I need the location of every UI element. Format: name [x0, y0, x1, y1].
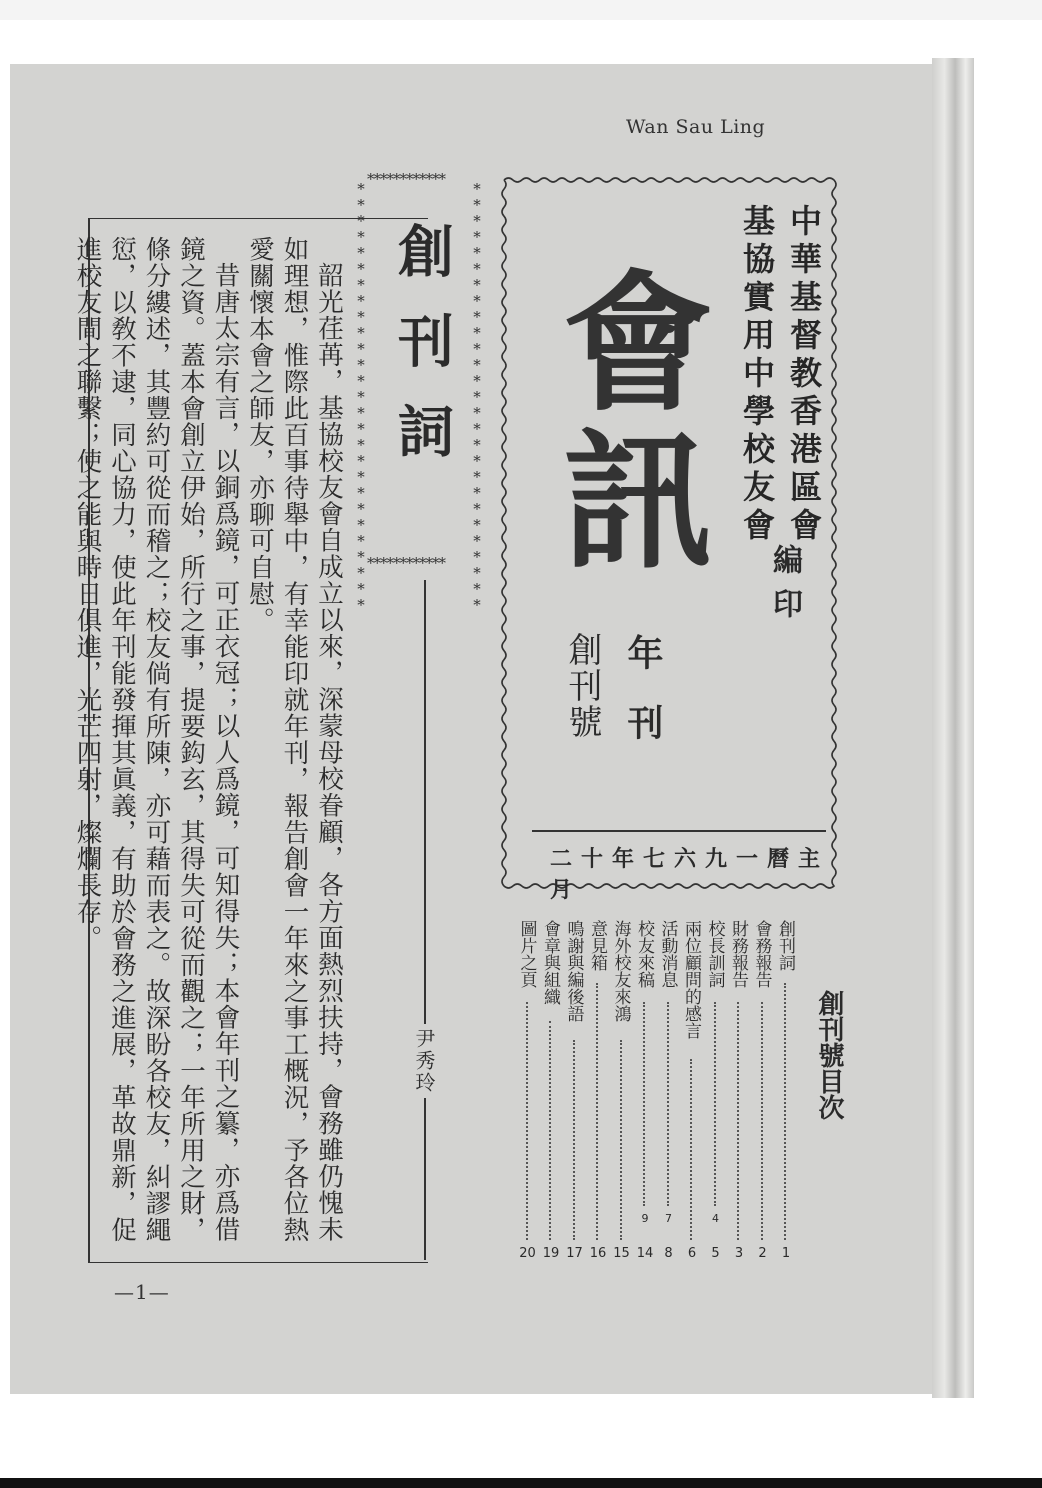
organization-line-2: 基協實用中學校友會 — [738, 204, 776, 546]
article-author: 尹秀玲 — [410, 1024, 439, 1098]
contents-leader-dots — [643, 1002, 645, 1206]
star-border-right: *************************** — [468, 180, 486, 612]
contents-leader-dots — [737, 1002, 739, 1240]
magazine-title: 會訊 — [537, 264, 713, 580]
contents-item — [540, 920, 562, 1268]
contents-item — [564, 920, 586, 1268]
contents-item — [728, 920, 750, 1268]
edited-printed-label: 編印 — [767, 544, 802, 632]
contents-item — [705, 920, 727, 1268]
contents-item-label: 意見箱 — [587, 920, 607, 971]
article-body — [70, 236, 346, 1246]
star-border-top: ************ — [367, 170, 445, 188]
contents-page-number: 14 — [636, 1246, 654, 1261]
contents-list — [505, 920, 805, 1270]
article-paragraph: 昔唐太宗有言，以銅爲鏡，可正衣冠；以人爲鏡，可知得失；本會年刊之纂，亦爲借鏡之資。蓋本會創立伊始，所行之事，提要鈎玄，其得失可從而觀之；一年所用之財，條分縷述，其豐約可從而稽之；校友倘有所陳，亦可藉而表之。故深盼各校友，糾謬繩愆，以敎不逮，同心協力，使此年刊能發揮其眞義，有助於會務之進展，革故鼎新，促進校友間之聯繫；使之能與時日俱進，光芒四射，燦爛長存。 — [72, 236, 241, 1243]
contents-item-label: 活動消息 — [657, 920, 678, 988]
header-name: Wan Sau Ling — [626, 116, 766, 138]
contents-leader-dots — [667, 1002, 669, 1206]
first-issue-label: 創刊號 — [562, 632, 602, 740]
contents-page-number: 20 — [519, 1246, 536, 1261]
contents-item-label: 兩位顧問的感言 — [681, 920, 701, 1039]
cover-rule — [532, 830, 826, 832]
contents-item — [634, 920, 656, 1268]
contents-page-number: 8 — [664, 1246, 673, 1261]
annual-label: 年刊 — [622, 634, 664, 774]
contents-page-number: 1 — [781, 1246, 791, 1261]
issue-date — [550, 842, 840, 904]
contents-page-number: 3 — [734, 1246, 744, 1261]
contents-leader-dots — [714, 1002, 716, 1206]
contents-item-label: 鳴謝與編後語 — [563, 920, 584, 1022]
contents-leader-dots — [620, 1040, 622, 1240]
star-border-left: *************************** — [352, 180, 370, 612]
scan-bottom-edge — [0, 1478, 1042, 1488]
article-paragraph: 韶光荏苒，基協校友會自成立以來，深蒙母校眷顧，各方面熱烈扶持，會務雖仍愧未如理想，惟際此百事待舉中，有幸能印就年刊，報告創會一年來之事工概況，予各位熱愛關懷本會之師友，亦聊可自慰。 — [245, 236, 344, 1243]
contents-page-number: 5 — [711, 1246, 720, 1261]
contents-page-number: 17 — [566, 1246, 583, 1261]
contents-item — [681, 920, 703, 1268]
contents-leader-dots — [573, 1040, 575, 1240]
contents-item — [658, 920, 680, 1268]
contents-page-number: 19 — [542, 1246, 560, 1261]
contents-page-number: 15 — [613, 1246, 630, 1261]
contents-page-number: 6 — [687, 1246, 697, 1261]
contents-item-label: 會務報告 — [751, 920, 772, 988]
contents-leader-dots — [690, 1059, 692, 1240]
contents-leader-dots — [549, 1021, 551, 1240]
contents-page-range-start: 7 — [665, 1212, 672, 1225]
author-divider — [424, 580, 426, 1260]
contents-item — [587, 920, 609, 1268]
contents-item-label: 創刊詞 — [775, 920, 795, 971]
page-number: —1— — [114, 1280, 170, 1304]
star-border-bottom: ************ — [367, 554, 445, 572]
issue-date-text: 主曆一九六七年十二月 — [550, 846, 830, 903]
contents-page-range-start: 4 — [712, 1212, 719, 1225]
contents-page-range-start: 9 — [641, 1212, 649, 1225]
contents-item — [775, 920, 797, 1268]
scan-top-edge — [0, 0, 1042, 20]
contents-item-label: 財務報告 — [728, 920, 748, 988]
contents-leader-dots — [596, 983, 598, 1240]
contents-item-label: 海外校友來鴻 — [610, 920, 631, 1022]
contents-item-label: 校長訓詞 — [704, 920, 725, 988]
contents-item — [611, 920, 633, 1268]
contents-item-label: 會章與組織 — [540, 920, 560, 1005]
binding-spine — [932, 58, 974, 1398]
cover-panel — [498, 174, 840, 903]
contents-item — [517, 920, 539, 1268]
article-title: 創刊詞 — [389, 222, 455, 492]
contents-page-number: 16 — [589, 1246, 607, 1261]
contents-leader-dots — [784, 983, 786, 1240]
contents-page-number: 2 — [758, 1246, 767, 1261]
contents-leader-dots — [526, 1002, 528, 1240]
contents-item-label: 圖片之頁 — [516, 920, 537, 988]
contents-title: 創刊號目次 — [814, 990, 844, 1120]
contents-item — [752, 920, 774, 1268]
contents-leader-dots — [761, 1002, 763, 1240]
organization-line-1: 中華基督教香港區會 — [785, 204, 823, 546]
contents-item-label: 校友來稿 — [634, 920, 654, 988]
